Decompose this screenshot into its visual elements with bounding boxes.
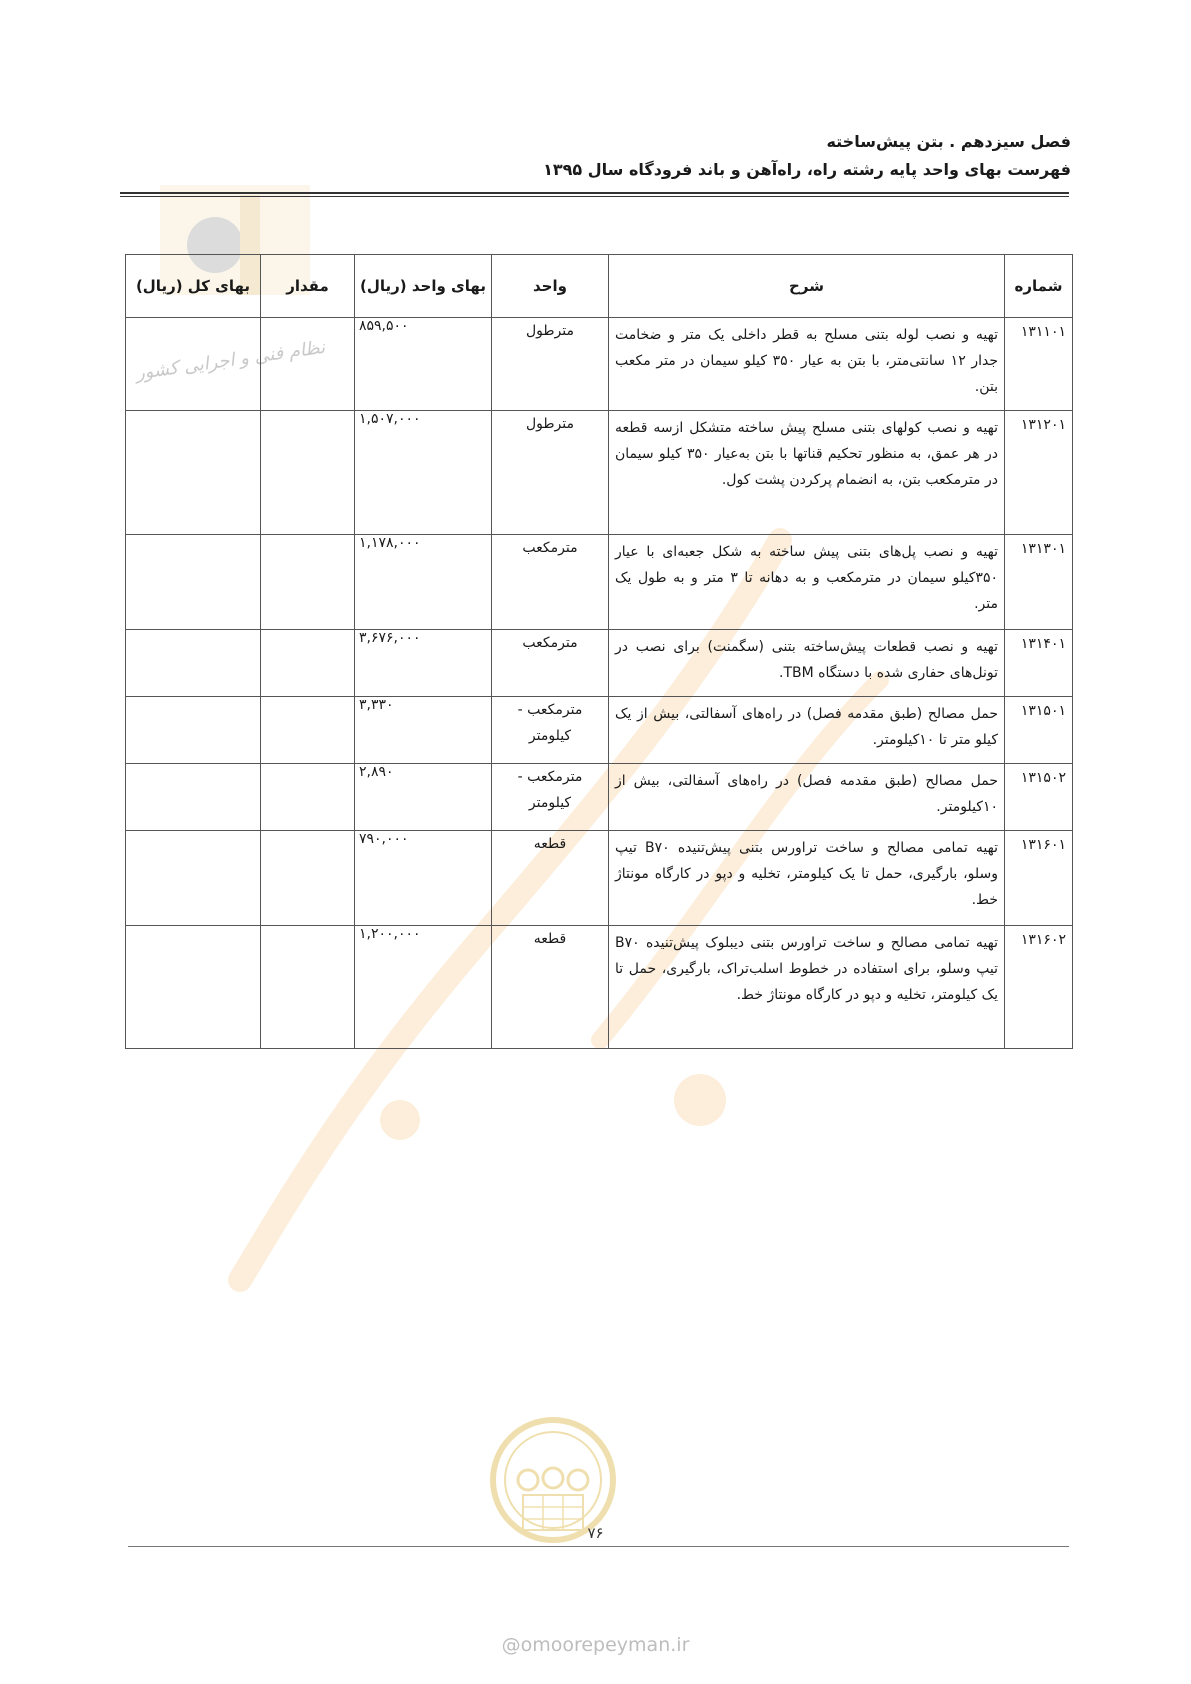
- item-unit: مترطول: [492, 318, 609, 411]
- header-rule-thin: [120, 196, 1069, 197]
- item-unit-price: ۳,۳۳۰: [355, 697, 492, 764]
- header-total-price: بهای کل (ریال): [126, 255, 261, 318]
- item-unit-price: ۸۵۹,۵۰۰: [355, 318, 492, 411]
- header-description: شرح: [609, 255, 1005, 318]
- item-unit-price: ۳,۶۷۶,۰۰۰: [355, 630, 492, 697]
- item-description: حمل مصالح (طبق مقدمه فصل) در راه‌های آسفالتی، بیش از یک کیلو متر تا ۱۰کیلومتر.: [609, 697, 1005, 764]
- item-number: ۱۳۱۵۰۱: [1005, 697, 1073, 764]
- page-number: ۷۶: [587, 1524, 604, 1542]
- item-description: حمل مصالح (طبق مقدمه فصل) در راه‌های آسفالتی، بیش از ۱۰کیلومتر.: [609, 764, 1005, 831]
- item-description: تهیه و نصب پل‌های بتنی پیش ساخته به شکل جعبه‌ای با عیار ۳۵۰کیلو سیمان در مترمکعب و به دهانه تا ۳ متر و به طول یک متر.: [609, 535, 1005, 630]
- item-total-price: [126, 926, 261, 1049]
- item-number: ۱۳۱۱۰۱: [1005, 318, 1073, 411]
- watermark-text: نظام فنی و اجرایی کشور: [134, 336, 327, 385]
- item-description: تهیه و نصب قطعات پیش‌ساخته بتنی (سگمنت) برای نصب در تونل‌های حفاری شده با دستگاه TBM.: [609, 630, 1005, 697]
- item-total-price: [126, 697, 261, 764]
- item-quantity: [261, 764, 355, 831]
- table-row: [126, 630, 1073, 697]
- item-number: ۱۳۱۳۰۱: [1005, 535, 1073, 630]
- item-quantity: [261, 831, 355, 926]
- item-description: تهیه و نصب کولهای بتنی مسلح پیش ساخته متشکل ازسه قطعه در هر عمق، به منظور تحکیم قناتها با بتن به‌عیار ۳۵۰ کیلو سیمان در مترمکعب بتن، به انضمام پرکردن پشت کول.: [609, 411, 1005, 535]
- item-unit: مترمکعب - کیلومتر: [492, 764, 609, 831]
- header-quantity: مقدار: [261, 255, 355, 318]
- item-total-price: [126, 535, 261, 630]
- table-row: [126, 697, 1073, 764]
- item-unit: مترمکعب - کیلومتر: [492, 697, 609, 764]
- item-quantity: [261, 926, 355, 1049]
- item-total-price: [126, 831, 261, 926]
- price-list-table: [125, 254, 1073, 1049]
- item-unit: مترطول: [492, 411, 609, 535]
- item-quantity: [261, 535, 355, 630]
- item-number: ۱۳۱۶۰۲: [1005, 926, 1073, 1049]
- footer-rule: [128, 1546, 1069, 1547]
- item-unit: مترمکعب: [492, 630, 609, 697]
- item-unit-price: ۱,۲۰۰,۰۰۰: [355, 926, 492, 1049]
- item-total-price: [126, 764, 261, 831]
- item-quantity: [261, 630, 355, 697]
- item-unit: قطعه: [492, 831, 609, 926]
- header-number: شماره: [1005, 255, 1073, 318]
- item-unit-price: ۷۹۰,۰۰۰: [355, 831, 492, 926]
- item-unit-price: ۱,۱۷۸,۰۰۰: [355, 535, 492, 630]
- table-row: [126, 926, 1073, 1049]
- table-row: [126, 318, 1073, 411]
- document-subtitle: فهرست بهای واحد پایه رشته راه، راه‌آهن و باند فرودگاه سال ۱۳۹۵: [543, 160, 1071, 179]
- item-description: تهیه تمامی مصالح و ساخت تراورس بتنی پیش‌تنیده B۷۰ تیپ وسلو، بارگیری، حمل تا یک کیلومتر، تخلیه و دپو در کارگاه مونتاژ خط.: [609, 831, 1005, 926]
- at-icon: @: [501, 1634, 521, 1656]
- amoor-peyman-seal: [488, 1400, 618, 1570]
- header-unit: واحد: [492, 255, 609, 318]
- item-unit: قطعه: [492, 926, 609, 1049]
- table-row: [126, 764, 1073, 831]
- chapter-title: فصل سیزدهم . بتن پیش‌ساخته: [826, 132, 1071, 151]
- item-quantity: [261, 697, 355, 764]
- table-row: [126, 535, 1073, 630]
- item-unit-price: ۲,۸۹۰: [355, 764, 492, 831]
- item-number: ۱۳۱۲۰۱: [1005, 411, 1073, 535]
- item-unit-price: ۱,۵۰۷,۰۰۰: [355, 411, 492, 535]
- item-number: ۱۳۱۴۰۱: [1005, 630, 1073, 697]
- item-total-price: [126, 411, 261, 535]
- header-unit-price: بهای واحد (ریال): [355, 255, 492, 318]
- item-description: تهیه و نصب لوله بتنی مسلح به قطر داخلی یک متر و ضخامت جدار ۱۲ سانتی‌متر، با بتن به عیار ۳۵۰ کیلو سیمان در متر مکعب بتن.: [609, 318, 1005, 411]
- item-total-price: [126, 318, 261, 411]
- item-quantity: [261, 411, 355, 535]
- table-row: [126, 831, 1073, 926]
- item-total-price: [126, 630, 261, 697]
- header-rule: [120, 192, 1069, 194]
- item-number: ۱۳۱۵۰۲: [1005, 764, 1073, 831]
- website-url: omoorepeyman.ir: [520, 1634, 690, 1656]
- table-header-row: [126, 255, 1073, 318]
- page-header: [120, 128, 1071, 184]
- website-watermark: [0, 1634, 1191, 1656]
- item-unit: مترمکعب: [492, 535, 609, 630]
- item-description: تهیه تمامی مصالح و ساخت تراورس بتنی دیبلوک پیش‌تنیده B۷۰ تیپ وسلو، برای استفاده در خطوط اسلب‌تراک، بارگیری، حمل تا یک کیلومتر، تخلیه و دپو در کارگاه مونتاژ خط.: [609, 926, 1005, 1049]
- item-number: ۱۳۱۶۰۱: [1005, 831, 1073, 926]
- table-row: [126, 411, 1073, 535]
- item-quantity: [261, 318, 355, 411]
